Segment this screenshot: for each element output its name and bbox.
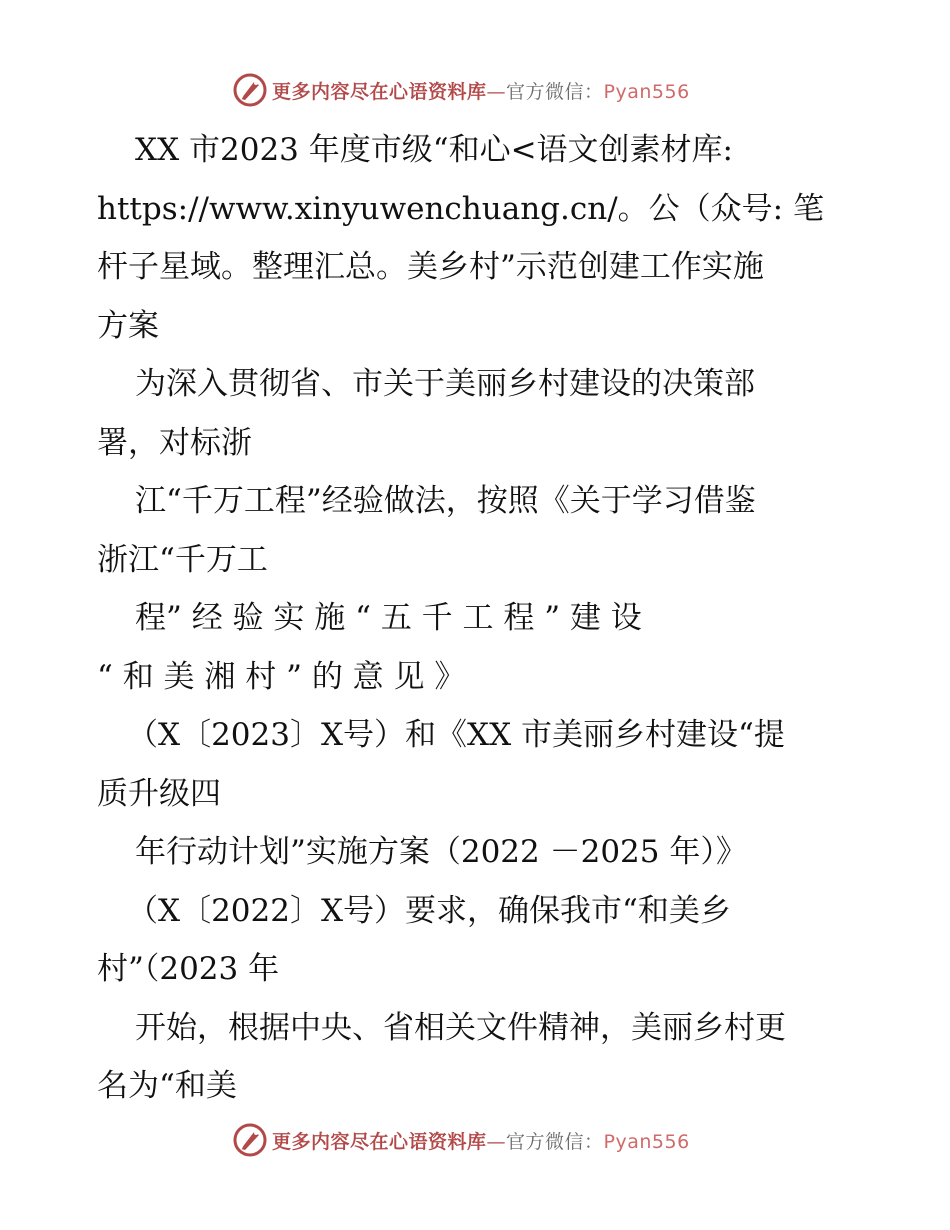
watermark-text — [272, 1127, 690, 1154]
body-line-6: 署，对标浙 — [97, 424, 252, 461]
watermark-site-text: 更多内容尽在心语资料库 — [272, 1130, 487, 1153]
body-line-1: XX 市2023 年度市级“和心<语文创素材库: — [135, 132, 734, 168]
body-line-15: 村”（2023 年 — [97, 951, 280, 987]
body-line-4: 方案 — [97, 307, 159, 344]
body-line-5: 为深入贯彻省、市关于美丽乡村建设的决策部 — [135, 366, 755, 402]
watermark-text — [272, 77, 690, 104]
body-line-3: 杆子星域。整理汇总。美乡村”示范创建工作实施 — [97, 249, 764, 285]
watermark-wechat-label: 官方微信： — [506, 1130, 604, 1153]
body-line-14: （X〔2022〕X号）要求，确保我市“和美乡 — [127, 892, 731, 929]
body-line-11: （X〔2023〕X号）和《XX 市美丽乡村建设“提 — [127, 717, 785, 753]
watermark-wechat-id: Pyan556 — [603, 1130, 690, 1153]
header-watermark-banner — [232, 70, 690, 110]
body-line-7: 江“千万工程”经验做法，按照《关于学习借鉴 — [135, 483, 756, 519]
body-line-16: 开始，根据中央、省相关文件精神，美丽乡村更 — [135, 1009, 786, 1046]
quill-pen-logo-icon — [232, 72, 268, 108]
watermark-wechat-label: 官方微信： — [506, 80, 604, 103]
footer-watermark-banner — [232, 1120, 690, 1160]
body-line-10: “ 和 美 湘 村 ” 的 意 见 》 — [97, 658, 466, 695]
watermark-dash: — — [486, 80, 507, 103]
body-line-9: 程” 经 验 实 施 “ 五 千 工 程 ” 建 设 — [135, 600, 642, 636]
body-line-13: 年行动计划”实施方案（2022 －2025 年）》 — [135, 834, 747, 870]
watermark-wechat-id: Pyan556 — [603, 80, 690, 103]
body-line-12: 质升级四 — [97, 775, 221, 812]
body-line-8: 浙江“千万工 — [97, 541, 268, 578]
quill-pen-logo-icon — [232, 1122, 268, 1158]
watermark-site-text: 更多内容尽在心语资料库 — [272, 80, 487, 103]
document-body — [97, 121, 857, 1116]
watermark-dash: — — [486, 1130, 507, 1153]
body-line-17: 名为“和美 — [97, 1068, 237, 1104]
body-line-2: https://www.xinyuwenchuang.cn/。公（众号: 笔 — [97, 190, 824, 227]
